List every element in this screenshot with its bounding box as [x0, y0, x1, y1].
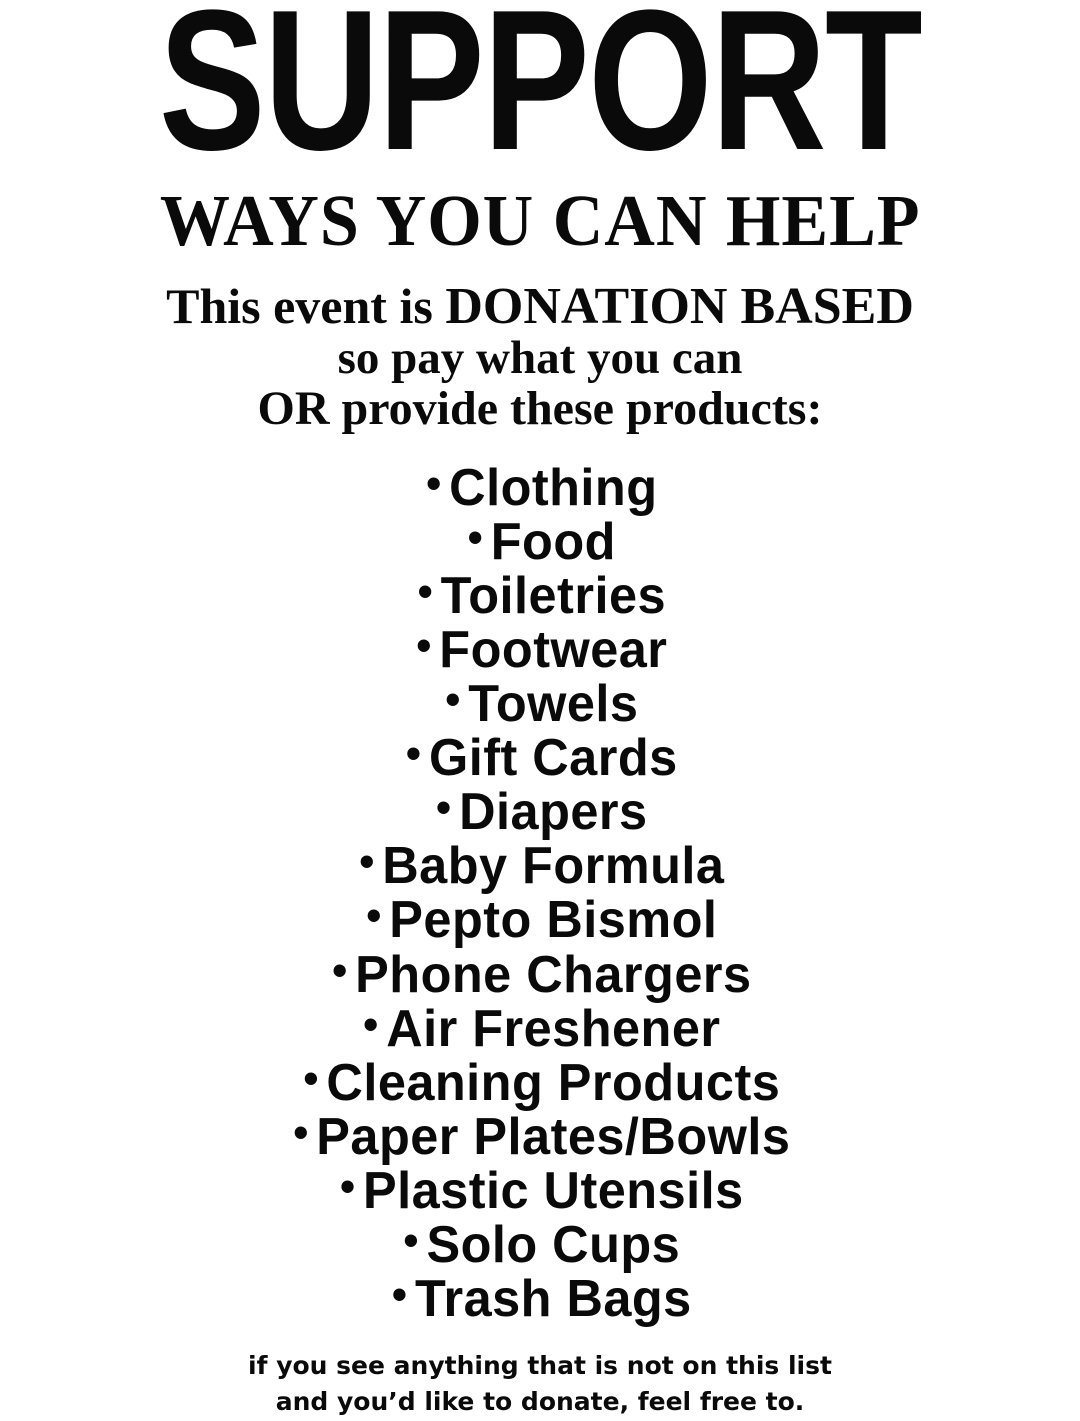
intro-line-3: OR provide these products: — [257, 381, 823, 435]
list-item — [16, 837, 1064, 896]
bullet-icon: • — [464, 518, 487, 560]
bullet-icon: • — [355, 843, 379, 885]
list-item — [16, 566, 1064, 625]
bullet-icon: • — [432, 789, 456, 831]
list-item-label: Food — [490, 512, 616, 571]
intro-line-1-prefix: This event is — [166, 278, 446, 334]
bullet-icon: • — [413, 572, 437, 614]
footnote — [0, 1348, 1080, 1421]
list-item-label: Footwear — [439, 621, 668, 680]
list-item-label: Towels — [468, 675, 639, 734]
list-item — [16, 1269, 1064, 1328]
footnote-line-1: if you see anything that is not on this list — [248, 1351, 832, 1381]
bullet-icon: • — [299, 1059, 323, 1101]
bullet-icon: • — [402, 735, 426, 777]
list-item-label: Toiletries — [440, 566, 667, 625]
bullet-icon: • — [412, 627, 436, 669]
bullet-icon: • — [422, 464, 446, 506]
list-item — [16, 783, 1064, 842]
bullet-icon: • — [399, 1221, 423, 1263]
bullet-icon: • — [289, 1113, 313, 1155]
list-item-label: Baby Formula — [382, 837, 725, 896]
intro-block — [0, 279, 1080, 435]
bullet-icon: • — [359, 1005, 383, 1047]
bullet-icon: • — [441, 681, 465, 723]
page-title: SUPPORT — [158, 0, 922, 192]
list-item — [16, 891, 1064, 950]
list-item-label: Trash Bags — [414, 1269, 692, 1328]
list-item — [16, 621, 1064, 680]
intro-line-1 — [0, 279, 1080, 334]
intro-line-2: so pay what you can — [337, 332, 743, 385]
bullet-icon: • — [336, 1167, 360, 1209]
list-item — [16, 675, 1064, 734]
donation-items-list — [0, 458, 1080, 1328]
intro-line-1-emphasis: DONATION BASED — [445, 278, 914, 335]
list-item-label: Pepto Bismol — [389, 891, 718, 950]
footnote-line-2: and you’d like to donate, feel free to. — [275, 1387, 805, 1417]
list-item-label: Clothing — [449, 458, 658, 517]
list-item-label: Air Freshener — [386, 999, 721, 1058]
list-item — [16, 999, 1064, 1058]
list-item-label: Cleaning Products — [326, 1053, 781, 1112]
list-item-label: Phone Chargers — [355, 945, 752, 1004]
list-item — [16, 1161, 1064, 1220]
bullet-icon: • — [388, 1275, 412, 1317]
list-item — [16, 729, 1064, 788]
list-item-label: Gift Cards — [428, 729, 678, 788]
list-item — [16, 512, 1064, 571]
list-item — [16, 458, 1064, 517]
list-item — [16, 1053, 1064, 1112]
list-item-label: Solo Cups — [426, 1215, 681, 1274]
bullet-icon: • — [328, 951, 352, 993]
list-item — [16, 1107, 1064, 1166]
list-item-label: Paper Plates/Bowls — [316, 1107, 791, 1166]
list-item — [16, 945, 1064, 1004]
list-item-label: Diapers — [459, 783, 648, 842]
page-subtitle: WAYS YOU CAN HELP — [159, 180, 921, 261]
list-item — [16, 1215, 1064, 1274]
list-item-label: Plastic Utensils — [363, 1161, 744, 1220]
bullet-icon: • — [362, 897, 386, 939]
